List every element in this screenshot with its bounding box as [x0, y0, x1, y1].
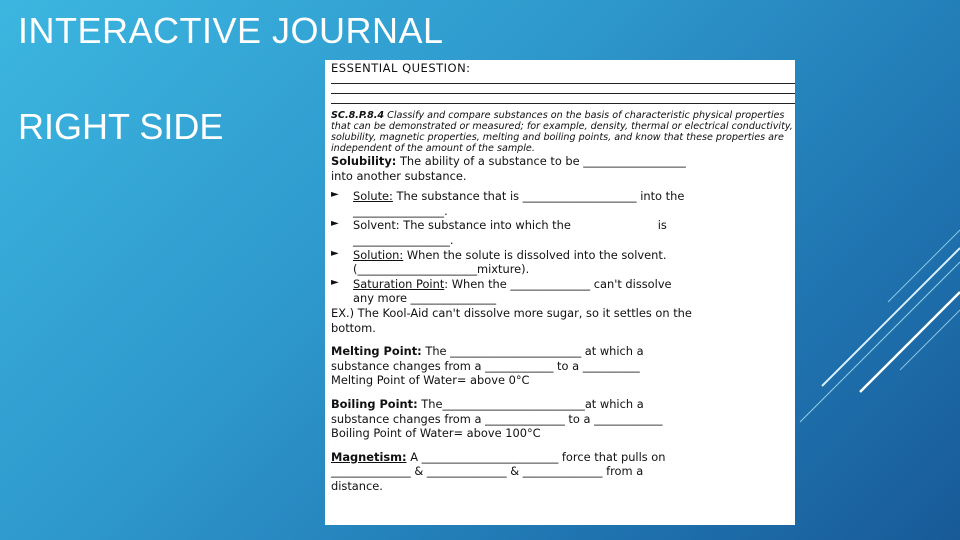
answer-rule: [331, 94, 795, 104]
standard-code: SC.8.P.8.4: [331, 110, 385, 121]
slide-subtitle: RIGHT SIDE: [18, 106, 224, 147]
solvent-item: ► Solvent: The substance into which the is _________________.: [331, 218, 667, 247]
deco-line: [822, 248, 960, 386]
deco-line: [900, 310, 960, 370]
deco-line: [860, 292, 960, 392]
boiling-point-definition: Boiling Point: The_________________________at which a: [331, 396, 644, 411]
example-text: EX.) The Kool-Aid can't dissolve more sugar, so it settles on the: [331, 305, 692, 320]
solute-item: ► Solute: The substance that is ____________________ into the ________________.: [331, 189, 685, 218]
essential-question-label: ESSENTIAL QUESTION:: [331, 62, 471, 74]
bullet-arrow-icon: ►: [331, 189, 339, 201]
deco-line: [800, 262, 960, 422]
slide-title: INTERACTIVE JOURNAL: [18, 10, 444, 51]
bullet-arrow-icon: ►: [331, 276, 339, 288]
melting-point-definition: Melting Point: The _______________________ at which a: [331, 344, 644, 359]
deco-line: [888, 230, 960, 302]
saturation-term: Saturation Point: [353, 276, 445, 291]
solute-term: Solute:: [353, 189, 393, 204]
boiling-term: Boiling Point:: [331, 396, 418, 411]
solution-item: ► Solution: When the solute is dissolved into the solvent. (_____________________mixture).: [331, 247, 667, 277]
bullet-arrow-icon: ►: [331, 247, 339, 259]
standard-text: SC.8.P.8.4 Classify and compare substances on the basis of characteristic physical properties that can be demonstrated or measured; for example, density, thermal or electrical conductivity, solubility, magnetic properties, melting and boiling points, and know that these properties are independent of the amount of the sample.: [331, 110, 793, 154]
magnetism-definition: Magnetism: A ________________________ force that pulls on: [331, 449, 666, 464]
answer-rule: [331, 84, 795, 94]
solubility-definition: Solubility: The ability of a substance to be __________________: [331, 154, 686, 168]
answer-rule: [331, 74, 795, 84]
solubility-term: Solubility:: [331, 154, 397, 168]
bullet-arrow-icon: ►: [331, 218, 339, 230]
solution-term: Solution:: [353, 247, 404, 262]
melting-term: Melting Point:: [331, 344, 422, 359]
saturation-item: ► Saturation Point: When the ______________ can't dissolve any more _______________: [331, 276, 672, 306]
magnetism-term: Magnetism:: [331, 449, 407, 464]
worksheet-image: ESSENTIAL QUESTION: SC.8.P.8.4 Classify and compare substances on the basis of characteristic physical properties that can be demonstrated or measured; for example, density, thermal or electrical conductivity, solubility, magnetic properties, melting and boiling points, and know that these properties are independent of the amount of the sample. Solubility: The ability of a substance to be __________________ into another substance. ► Solute: The substance that is ____________________ into the ________________. ► Solvent: The substance into which the is _________________. ► Solution: When the solute is dissolved into the solvent. (_____________________mixture). ► Saturation Point: When the ______________ can't dissolve any more _______________ EX.) The Kool-Aid can't dissolve more sugar, so it settles on the bottom. Melting Point: The _______________________ at which a substance changes from a ____________ to a __________ Melting Point of Water= above 0°C Boiling Point: The_________________________at which a substance changes from a ______________ to a ____________ Boiling Point of Water= above 100°C Magnetism: A ________________________ force that pulls on ______________ & ______________ & ______________ from a distance.: [325, 60, 795, 525]
